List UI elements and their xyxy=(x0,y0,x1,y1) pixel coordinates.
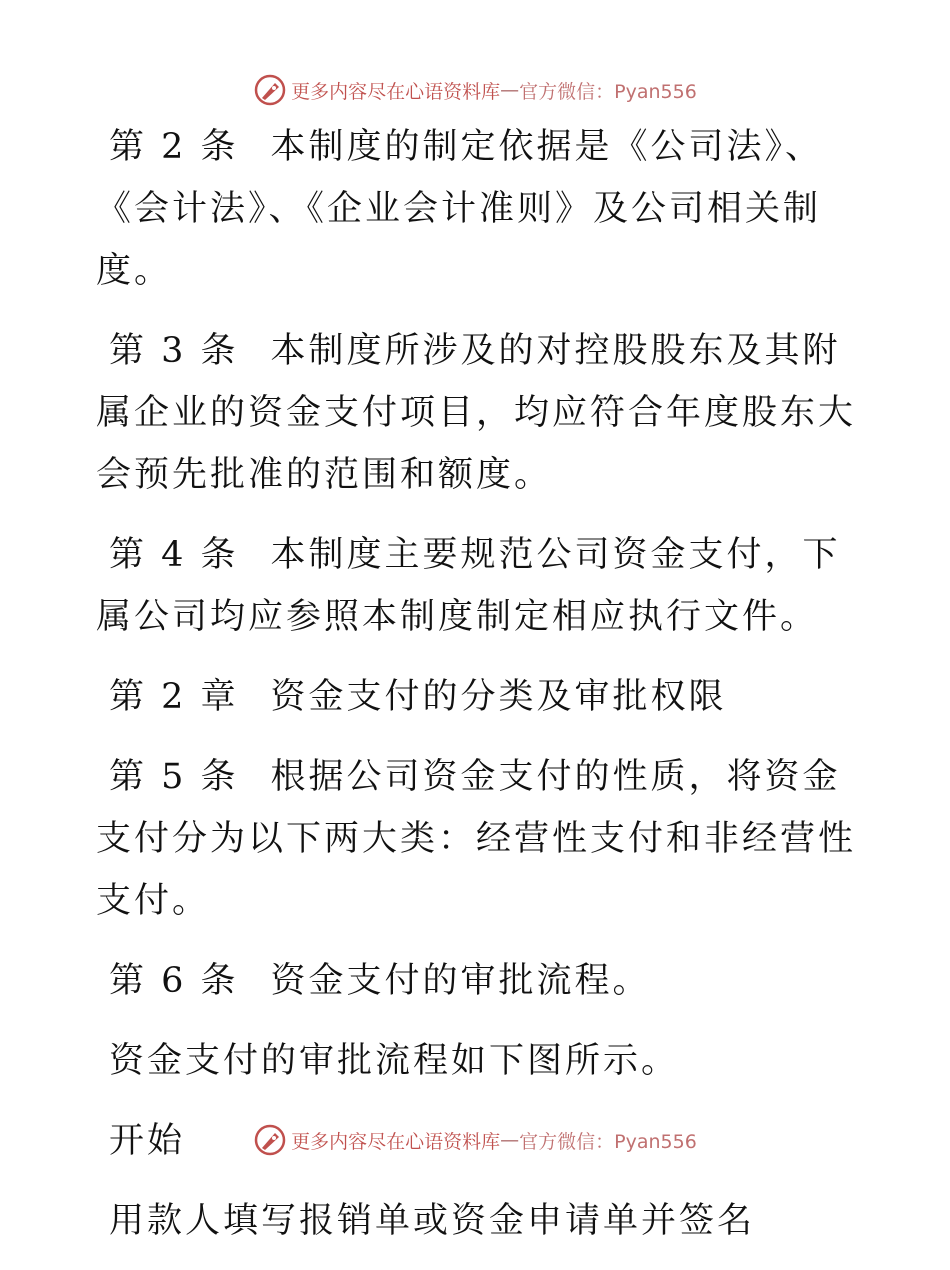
article-number: 第 2 条 xyxy=(109,127,239,167)
article-4 xyxy=(96,524,866,648)
paragraph-text: 用款人填写报销单或资金申请单并签名 xyxy=(109,1201,756,1241)
watermark-separator: — xyxy=(500,79,520,101)
watermark-wechat: 官方微信：Pyan556 xyxy=(519,1130,697,1153)
pen-nib-logo-icon xyxy=(253,73,287,107)
chapter-title: 资金支付的分类及审批权限 xyxy=(270,677,727,717)
chapter-number: 第 2 章 xyxy=(109,677,239,717)
flow-intro xyxy=(96,1030,866,1092)
flow-step-1 xyxy=(96,1190,866,1252)
chapter-2-heading xyxy=(96,666,866,728)
article-text: 根据公司资金支付的性质，将资金支付分为以下两大类：经营性支付和非经营性支付。 xyxy=(96,757,857,921)
article-6 xyxy=(96,950,866,1012)
article-3 xyxy=(96,320,866,506)
article-text: 本制度所涉及的对控股股东及其附属企业的资金支付项目，均应符合年度股东大会预先批准的范围和额度。 xyxy=(96,331,857,495)
article-number: 第 5 条 xyxy=(109,757,239,797)
document-body xyxy=(96,116,866,1270)
watermark-text: 更多内容尽在心语资料库 xyxy=(291,80,501,103)
paragraph-text: 资金支付的审批流程如下图所示。 xyxy=(109,1041,680,1081)
header-watermark-banner xyxy=(0,73,950,107)
article-2 xyxy=(96,116,866,302)
pen-nib-logo-icon xyxy=(253,1123,287,1157)
article-5 xyxy=(96,746,866,932)
article-text: 本制度主要规范公司资金支付，下属公司均应参照本制度制定相应执行文件。 xyxy=(96,535,841,637)
article-number: 第 4 条 xyxy=(109,535,239,575)
article-text: 本制度的制定依据是《公司法》、《会计法》、《企业会计准则》及公司相关制度。 xyxy=(96,127,824,291)
footer-watermark-banner xyxy=(0,1123,950,1157)
article-number: 第 3 条 xyxy=(109,331,239,371)
article-number: 第 6 条 xyxy=(109,961,239,1001)
watermark-wechat: 官方微信：Pyan556 xyxy=(519,80,697,103)
article-text: 资金支付的审批流程。 xyxy=(270,961,651,1001)
paragraph-text: 开始 xyxy=(109,1121,186,1161)
watermark-text: 更多内容尽在心语资料库 xyxy=(291,1130,501,1153)
watermark-separator: — xyxy=(500,1129,520,1151)
